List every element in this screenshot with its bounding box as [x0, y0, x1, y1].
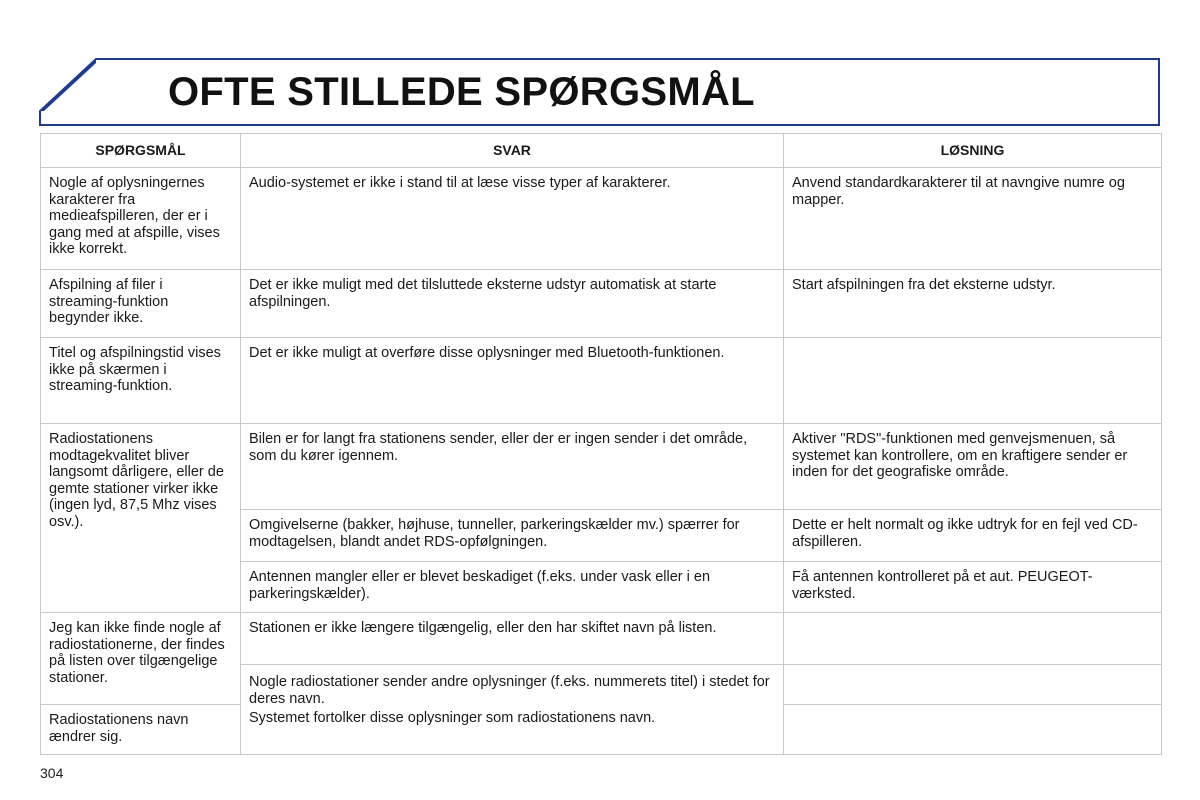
answer-cell: Bilen er for langt fra stationens sender, eller der er ingen sender i det område, som du kører igennem.	[241, 424, 784, 510]
question-cell: Radiostationens modtagekvalitet bliver langsomt dårligere, eller de gemte stationer virker ikke (ingen lyd, 87,5 Mhz vises osv.).	[41, 424, 241, 613]
solution-cell	[784, 613, 1162, 665]
question-cell: Titel og afspilningstid vises ikke på skærmen i streaming-funktion.	[41, 338, 241, 424]
table-row	[41, 270, 1162, 338]
table-row	[41, 338, 1162, 424]
solution-cell	[784, 665, 1162, 705]
solution-cell: Anvend standardkarakterer til at navngive numre og mapper.	[784, 168, 1162, 270]
faq-table	[40, 133, 1162, 755]
question-cell: Jeg kan ikke finde nogle af radiostationerne, der findes på listen over tilgængelige stationer.	[41, 613, 241, 705]
answer-cell: Stationen er ikke længere tilgængelig, eller den har skiftet navn på listen.	[241, 613, 784, 665]
question-cell: Afspilning af filer i streaming-funktion begynder ikke.	[41, 270, 241, 338]
table-row	[41, 168, 1162, 270]
table-row	[41, 613, 1162, 665]
answer-cell	[241, 665, 784, 755]
answer-cell: Audio-systemet er ikke i stand til at læse visse typer af karakterer.	[241, 168, 784, 270]
table-row	[41, 424, 1162, 510]
solution-cell	[784, 705, 1162, 755]
question-cell: Nogle af oplysningernes karakterer fra medieafspilleren, der er i gang med at afspille, vises ikke korrekt.	[41, 168, 241, 270]
answer-cell: Det er ikke muligt med det tilsluttede eksterne udstyr automatisk at starte afspilningen.	[241, 270, 784, 338]
answer-cell: Det er ikke muligt at overføre disse oplysninger med Bluetooth-funktionen.	[241, 338, 784, 424]
header-answer: SVAR	[241, 134, 784, 168]
solution-cell: Dette er helt normalt og ikke udtryk for en fejl ved CD-afspilleren.	[784, 510, 1162, 562]
solution-cell: Aktiver "RDS"-funktionen med genvejsmenuen, så systemet kan kontrollere, om en kraftigere sender er inden for det geografiske område.	[784, 424, 1162, 510]
page-title: OFTE STILLEDE SPØRGSMÅL	[168, 70, 755, 114]
answer-cell: Antennen mangler eller er blevet beskadiget (f.eks. under vask eller i en parkeringskælder).	[241, 562, 784, 613]
answer-text-continued: Systemet fortolker disse oplysninger som radiostationens navn.	[249, 710, 656, 726]
answer-cell: Omgivelserne (bakker, højhuse, tunneller, parkeringskælder mv.) spærrer for modtagelsen, blandt andet RDS-opfølgningen.	[241, 510, 784, 562]
question-cell: Radiostationens navn ændrer sig.	[41, 705, 241, 755]
page-number: 304	[40, 765, 64, 781]
solution-cell: Få antennen kontrolleret på et aut. PEUGEOT-værksted.	[784, 562, 1162, 613]
solution-cell	[784, 338, 1162, 424]
answer-text: Nogle radiostationer sender andre oplysninger (f.eks. nummerets titel) i stedet for deres navn.	[249, 674, 770, 707]
title-banner	[0, 0, 1200, 130]
header-solution: LØSNING	[784, 134, 1162, 168]
header-row	[41, 134, 1162, 168]
header-question: SPØRGSMÅL	[41, 134, 241, 168]
solution-cell: Start afspilningen fra det eksterne udstyr.	[784, 270, 1162, 338]
